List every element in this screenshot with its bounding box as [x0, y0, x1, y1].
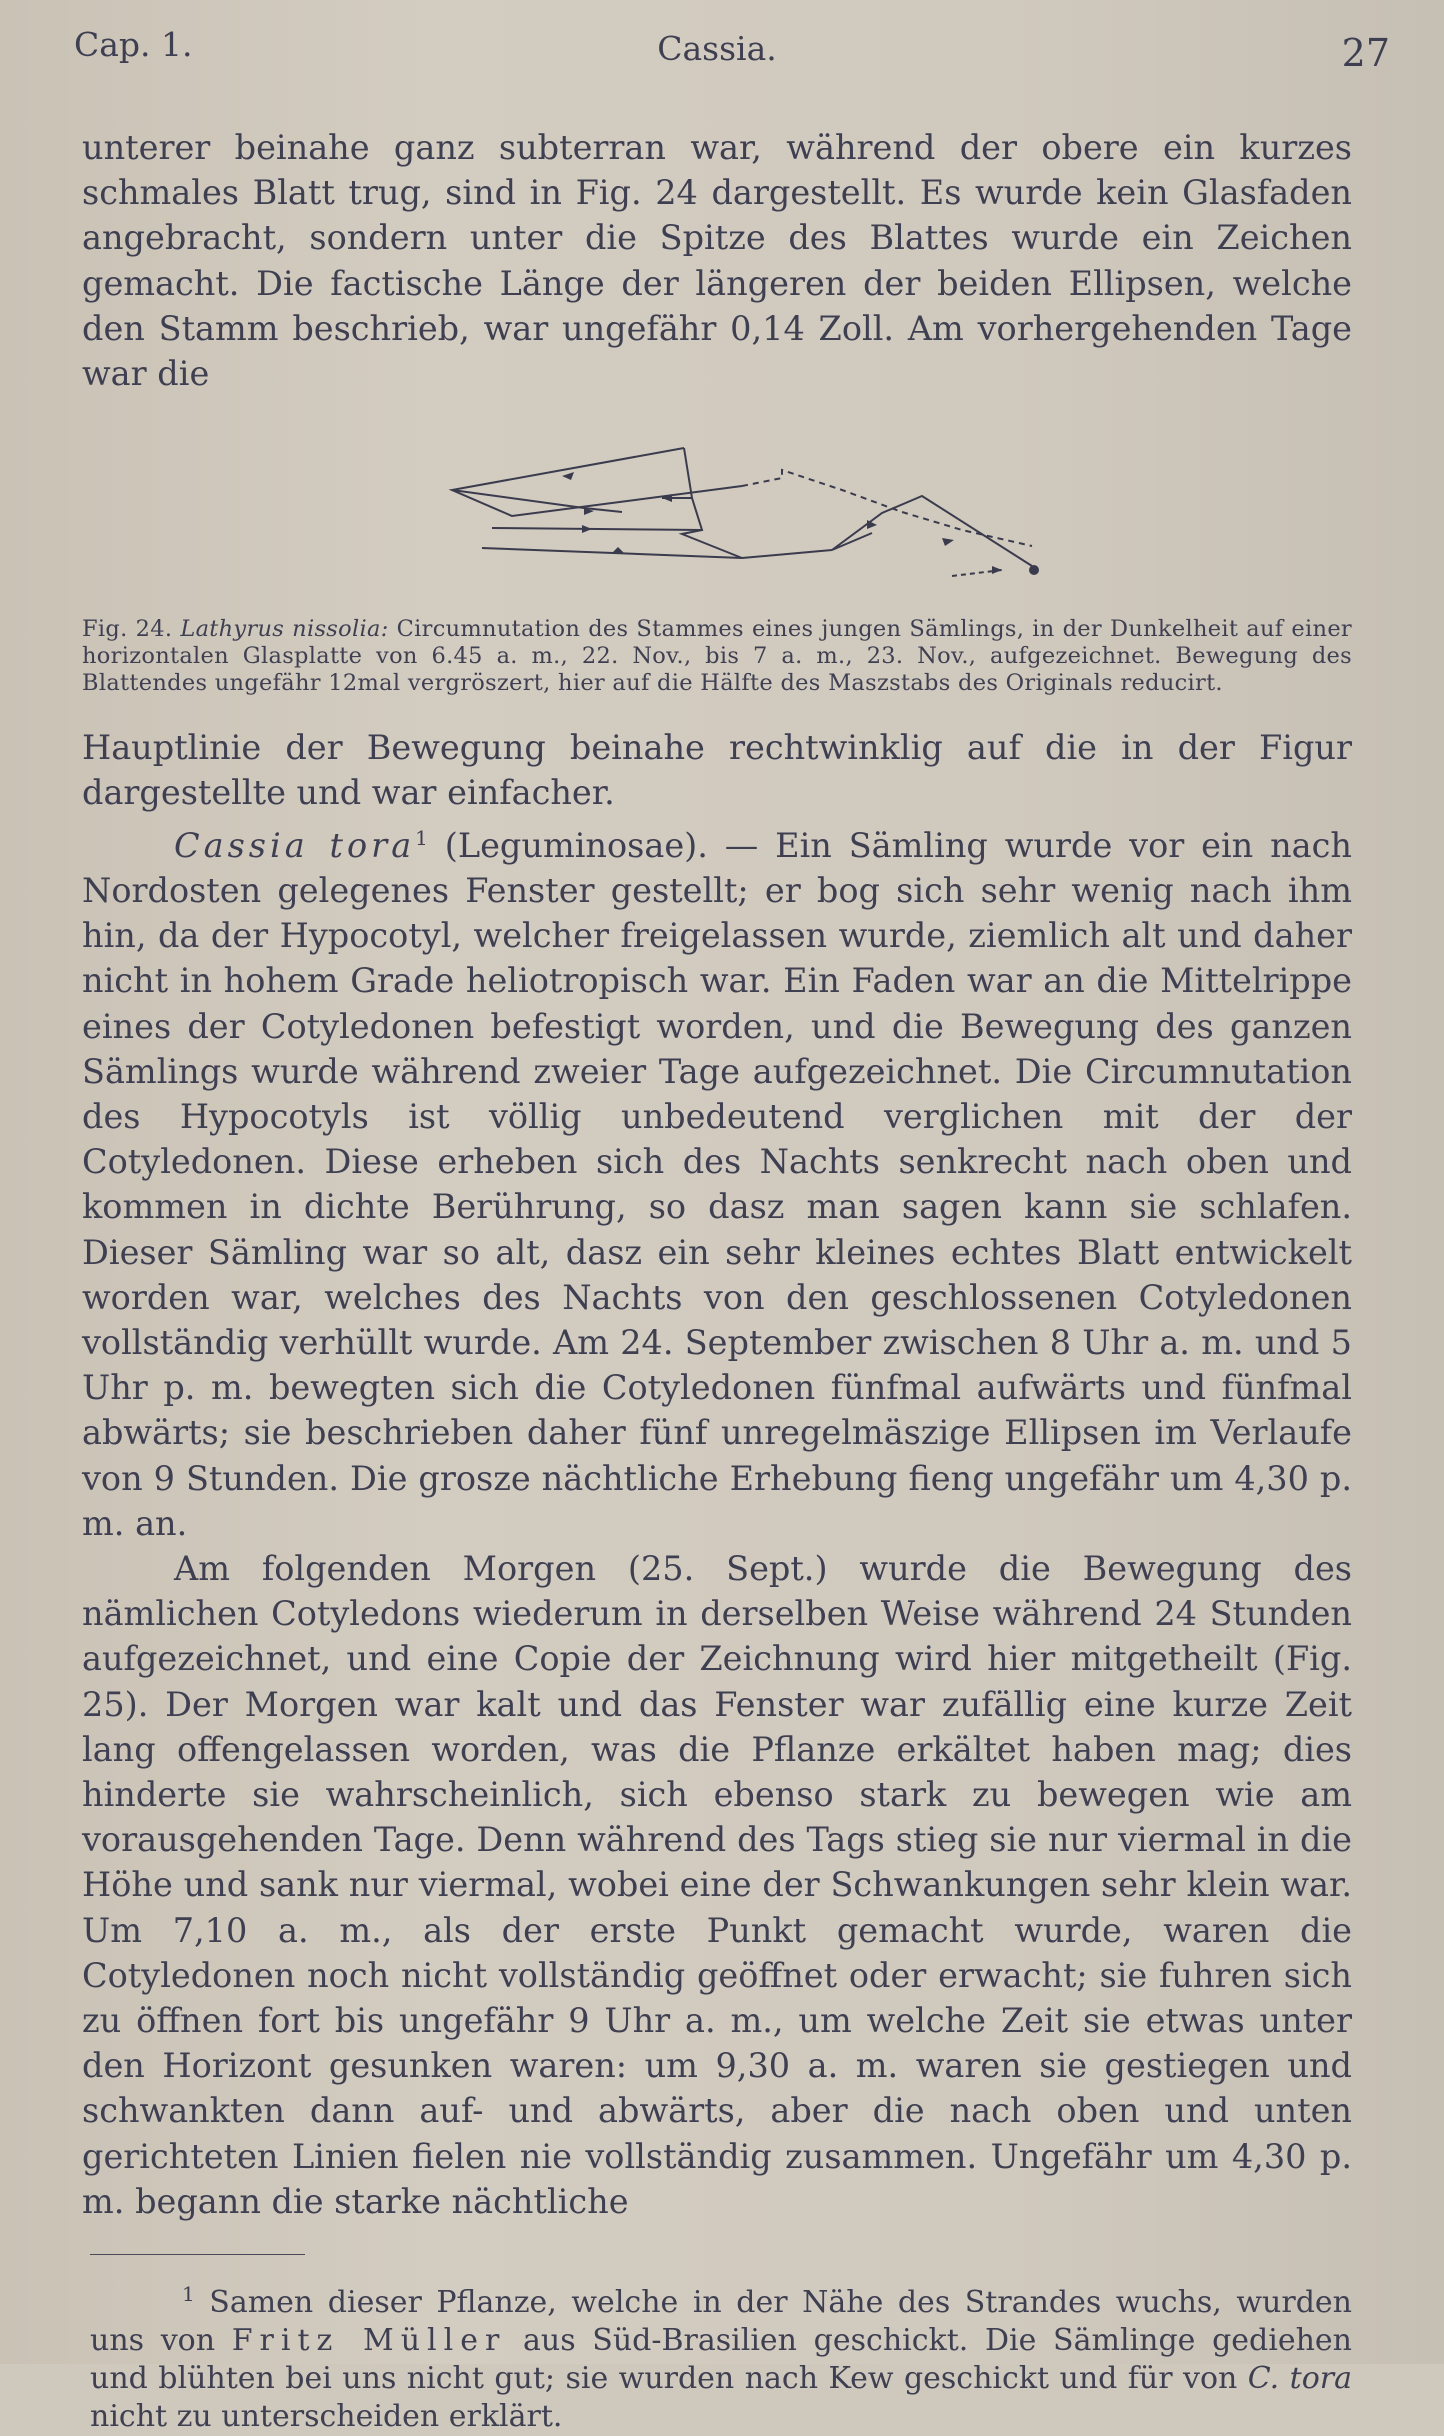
arrowhead: [582, 525, 592, 533]
caption-text: Circumnutation des Stammes eines jungen Sämlings, in der Dunkelheit auf einer horizontalen Glasplatte von 6.45 a. m., 22. Nov., bis 7 a. m., 23. Nov., aufgezeichnet. Bewegung des Blattendes ungefähr 12mal vergröszert, hier auf die Hälfte des Maszstabs des Originals reducirt.: [82, 616, 1352, 697]
footnote-text-1: Samen dieser Pflanze, welche in der Nähe des Strandes wuchs, wurden uns von: [90, 2285, 1352, 2359]
trace-line: [662, 448, 692, 498]
end-dot: [1029, 565, 1039, 575]
species-name: Cassia tora: [174, 825, 416, 865]
figure-24: [82, 438, 1352, 608]
footnote-text-2: aus Süd-Brasilien geschickt. Die Sämlinge gediehen und blühten bei uns nicht gut; sie wurden nach Kew geschickt und für von: [90, 2323, 1352, 2397]
paragraph-2: Hauptlinie der Bewegung beinahe rechtwinklig auf die in der Figur dargestellte und war einfacher.: [82, 728, 1352, 813]
figure-caption: [82, 616, 1352, 697]
text-block-top: [82, 125, 1352, 396]
paragraph-3-text: (Leguminosae). — Ein Sämling wurde vor ein nach Nordosten gelegenes Fenster gestellt; er bog sich sehr wenig nach ihm hin, da der Hypocotyl, welcher freigelassen wurde, ziemlich alt und daher nicht in hohem Grade heliotropisch war. Ein Faden war an die Mittelrippe eines der Cotyledonen befestigt worden, und die Bewegung des ganzen Sämlings wurde während zweier Tage aufgezeichnet. Die Circumnutation des Hypocotyls ist völlig unbedeutend verglichen mit der der Cotyledonen. Diese erheben sich des Nachts senkrecht nach oben und kommen in dichte Berührung, so dasz man sagen kann sie schlafen. Dieser Sämling war so alt, dasz ein sehr kleines echtes Blatt entwickelt worden war, welches des Nachts von den geschlossenen Cotyledonen vollständig verhüllt wurde. Am 24. September zwischen 8 Uhr a. m. und 5 Uhr p. m. bewegten sich die Cotyledonen fünfmal aufwärts und fünfmal abwärts; sie beschrieben daher fünf unregelmäszige Ellipsen im Verlaufe von 9 Stunden. Die grosze nächtliche Erhebung fieng ungefähr um 4,30 p. m. an.: [82, 825, 1352, 1543]
arrowhead: [562, 472, 574, 480]
species-abbrev: C. tora: [1247, 2361, 1352, 2397]
footnote-paragraph: [90, 2275, 1352, 2436]
trace-line: [682, 530, 742, 558]
text-block-main: [82, 725, 1352, 2224]
paragraph-1: unterer beinahe ganz subterran war, während der obere ein kurzes schmales Blatt trug, sind in Fig. 24 dargestellt. Es wurde kein Glasfaden angebracht, sondern unter die Spitze des Blattes wurde ein Zeichen gemacht. Die factische Länge der längeren der beiden Ellipsen, welche den Stamm beschrieb, war ungefähr 0,14 Zoll. Am vorhergehenden Tage war die: [82, 128, 1352, 394]
arrowhead: [992, 566, 1002, 574]
running-head: [74, 0, 1390, 80]
footnote-number: 1: [182, 2282, 195, 2307]
paragraph-3: [82, 816, 1352, 1546]
paragraph-4: Am folgenden Morgen (25. Sept.) wurde die Bewegung des nämlichen Cotyledons wiederum in derselben Weise während 24 Stunden aufgezeichnet, und eine Copie der Zeichnung wird hier mitgetheilt (Fig. 25). Der Morgen war kalt und das Fenster war zufällig eine kurze Zeit lang offengelassen worden, was die Pflanze erkältet haben mag; dies hinderte sie wahrscheinlich, sich ebenso stark zu bewegen wie am vorausgehenden Tage. Denn während des Tags stieg sie nur viermal in die Höhe und sank nur viermal, wobei eine der Schwankungen sehr klein war. Um 7,10 a. m., als der erste Punkt gemacht wurde, waren die Cotyledonen noch nicht vollständig geöffnet oder erwacht; sie fuhren sich zu öffnen fort bis ungefähr 9 Uhr a. m., um welche Zeit sie etwas unter den Horizont gesunken waren: um 9,30 a. m. waren sie gestiegen und schwankten dann auf- und abwärts, aber die nach oben und unten gerichteten Linien fielen nie vollständig zusammen. Ungefähr um 4,30 p. m. begann die starke nächtliche: [82, 1549, 1352, 2221]
trace-line: [832, 496, 1032, 566]
footnote-text-3: nicht zu unterscheiden erklärt.: [90, 2399, 563, 2435]
person-name: Fritz Müller: [231, 2323, 507, 2359]
page-number: 27: [1341, 31, 1390, 75]
arrowhead: [612, 547, 624, 553]
trace-line: [482, 548, 832, 558]
footnote-divider: [90, 2254, 305, 2255]
footnote-mark: 1: [415, 825, 428, 850]
trace-line: [742, 470, 1032, 546]
caption-species: Lathyrus nissolia:: [180, 616, 389, 643]
trace-line: [452, 448, 742, 516]
circumnutation-diagram: [362, 438, 1222, 608]
section-title: Cassia.: [657, 29, 777, 68]
caption-label: Fig. 24.: [82, 616, 173, 643]
chapter-label: Cap. 1.: [74, 25, 193, 64]
arrowhead: [942, 538, 954, 546]
footnote: [90, 2275, 1352, 2436]
